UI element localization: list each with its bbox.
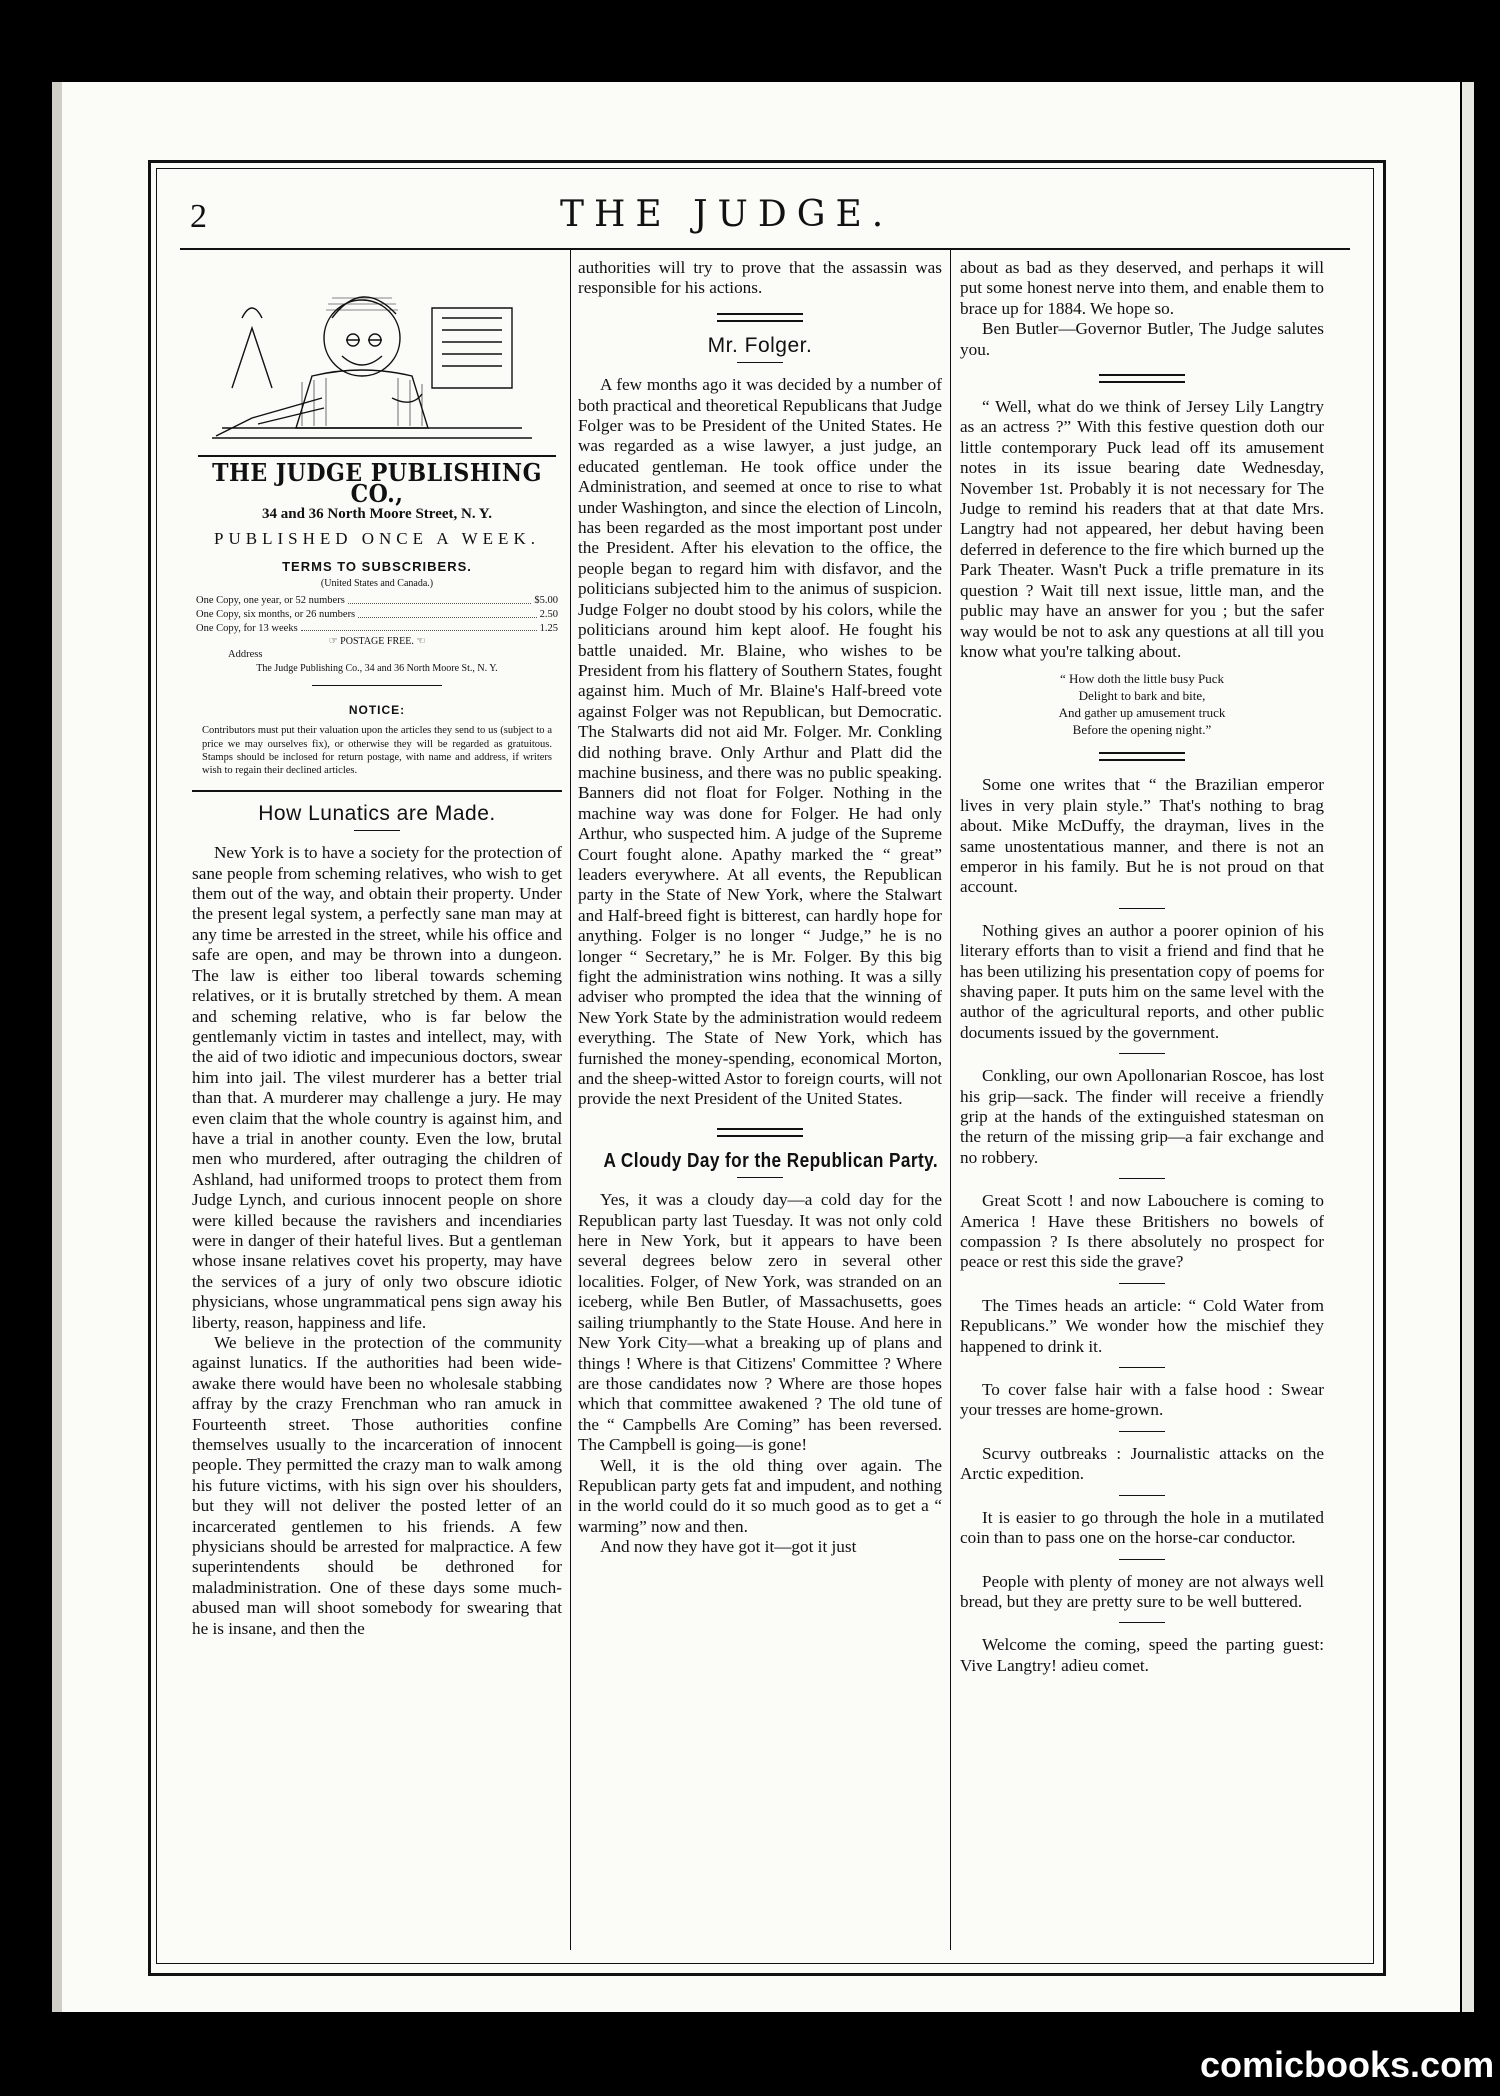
paragraph-people: People with plenty of money are not always well bread, but they are pretty sure to be well buttered.: [960, 1571, 1324, 1611]
watermark: comicbooks.com: [1200, 2044, 1495, 2085]
article-paragraph: Yes, it was a cloudy day—a cold day for the Republican party last Tuesday. It was not only cold here in New York, but it appears to have been several degrees below zero in several other localities. Folger, of New York, was stranded on an iceberg, while Ben Butler, of Massachusetts, goes sailing triumphantly to the State House. And here in New York City—what a breaking up of plans and things ! Where is that Citizens' Committee ? Where are those candidates now ? Where are those hopes which that committee awakened ? The old tune of the “ Campbells Are Coming” has been reversed. The Campbell is going—is gone!: [578, 1190, 942, 1455]
publisher-name: THE JUDGE PUBLISHING CO.,: [212, 458, 542, 508]
terms-subheading: (United States and Canada.): [320, 578, 434, 590]
paragraph-brazil: Some one writes that “ the Brazilian emperor lives in very plain style.” That's nothing to brag about. Mike McDuffy, the drayman, lives in the same unostentatious manner, and there is not an emperor in his family. But he is not proud on that account.: [960, 775, 1324, 897]
column-3: [960, 258, 1324, 1676]
judge-illustration: [192, 268, 552, 448]
article-heading-cloudy-day: A Cloudy Day for the Republican Party.: [603, 1149, 939, 1172]
publication-frequency: PUBLISHED ONCE A WEEK.: [214, 528, 540, 548]
article-paragraph: And now they have got it—got it just: [600, 1537, 857, 1557]
address-label: Address: [228, 649, 263, 661]
page-number: 2: [190, 198, 207, 235]
paragraph-times: The Times heads an article: “ Cold Water from Republicans.” We wonder how the mischief they happened to drink it.: [960, 1295, 1324, 1356]
article-heading-lunatics: How Lunatics are Made.: [258, 801, 496, 825]
article-paragraph: We believe in the protection of the community against lunatics. If the authorities had been wide-awake there would have been no wholesale stabbing affray by the crazy Frenchman who ran amuck in Fourteenth street. Those authorities confine themselves usually to the incarceration of innocent people. They permitted the crazy man to walk among his future victims, with his sign over his shoulders, but they will not deliver the posted letter of an incarcerated gentlemen to his friends. A few physicians should be arrested for malpractice. A few superintendents should be dethroned for maladministration. One of these days some much-abused man will shoot somebody for swearing that he is insane, and then the: [192, 1333, 562, 1638]
paragraph-scurvy: Scurvy outbreaks : Journalistic attacks on the Arctic expedition.: [960, 1443, 1324, 1484]
page-edge: [1462, 82, 1474, 2012]
masthead-title: THE JUDGE.: [560, 194, 894, 235]
article-continuation: authorities will try to prove that the assassin was responsible for his actions.: [578, 258, 942, 298]
article-heading-folger: Mr. Folger.: [707, 333, 813, 357]
address-line: The Judge Publishing Co., 34 and 36 North Moore St., N. Y.: [256, 662, 498, 674]
terms-heading: TERMS TO SUBSCRIBERS.: [282, 559, 472, 575]
article-paragraph: New York is to have a society for the protection of sane people from scheming relatives, who wish to get them out of the way, and obtain their property. Under the present legal system, a perfectly sane man may at any time be arrested in the street, while his office and safe are open, and may be thrown into a dungeon. The law is either too liberal towards scheming relatives, or it is brutally stretched by them. A mean and scheming relative, who is far below the gentlemanly victim in tastes and intellect, may, with the aid of two idiotic and impecunious doctors, swear him into jail. The vilest murderer has a better trial than that. A murderer may challenge a jury. He may even claim that the whole country is against him, and have a trial in another county. Even the low, brutal men who murdered, after outraging the children of Ashland, had uniformed troops to protect them from Judge Lynch, and curious innocent people on shore were killed because the ravishers and incendiaries were in danger of their hateful lives. But a gentleman whose insane relatives covet his property, may have the services of a jury of only two obscure idiotic physicians, whose ungrammatical pens sign away his liberty, reason, happiness and life.: [192, 843, 562, 1332]
article-continuation: about as bad as they deserved, and perhaps it will put some honest nerve into them, and enable them to brace up for 1884. We hope so.: [960, 258, 1324, 318]
poem: “ How doth the little busy Puck Delight to bark and bite, And gather up amusement truck Before the opening night.”: [1058, 671, 1226, 738]
paragraph-butler: Ben Butler—Governor Butler, The Judge salutes you.: [960, 319, 1324, 359]
page-spine: [52, 82, 62, 2012]
paragraph-langtry: “ Well, what do we think of Jersey Lily Langtry as an actress ?” With this festive question doth our little contemporary Puck lead off its amusement notes in its issue bearing date Wednesday, November 1st. Probably it is not necessary for The Judge to remind his readers that at that date Mrs. Langtry had not appeared, her debut having been deferred in deference to the fire which burned up the Park Theater. Wasn't Puck a trifle premature in its question ? Wait till next issue, little man, and the public may have an answer for you ; but the safer way would be not to ask any questions at all till you know what you're talking about.: [960, 397, 1324, 661]
column-divider: [570, 250, 571, 1950]
paragraph-welcome: Welcome the coming, speed the parting guest: Vive Langtry! adieu comet.: [960, 1635, 1324, 1675]
article-paragraph: Well, it is the old thing over again. The Republican party gets fat and impudent, and nothing in the world could do it so much good as to get a “ warming” now and then.: [578, 1455, 942, 1536]
article-paragraph: A few months ago it was decided by a number of both practical and theoretical Republicans that Judge Folger was to be President of the United States. He was regarded as a wise lawyer, a just judge, an educated gentleman. He took office under the Administration, and seemed at once to rise to what under Washington, and since the election of Lincoln, has been regarded as the most important post under the President. After his elevation to the office, the people began to regard him with disfavor, and the politicians subjected him to the animus of suspicion. Judge Folger no doubt stood by his colors, while the politicians around him kept aloof. He fought his battle unaided. Mr. Blaine, who wishes to be President from his flattery of Southern States, fought against him. Much of Mr. Blaine's Half-breed vote against Folger was not Republican, but Democratic. The Stalwarts did not aid Mr. Folger. Mr. Conkling did nothing brave. Only Arthur and Platt did the machine business, and there was no public speaking. Banners did not float for Folger. Nothing in the machine way was done for Folger. He had only Arthur, who suspected him. A judge of the Supreme Court fought alone. Apathy marked the “ great” leaders everywhere. At all events, the Republican party in the State of New York, where the Stalwart and Half-breed fight is bitterest, can hardly hope for anything. Folger is no longer “ Judge,” he is no longer “ Secretary,” he is Mr. Folger. By this big fight the administration wins nothing. It was a silly adviser who prompted the idea that the winning of New York State by the administration would redeem everything. The State of New York, which has furnished the money-spending, economical Morton, and the sheep-witted Astor to foreign courts, will not provide the next President of the United States.: [578, 375, 942, 1109]
paragraph-coin: It is easier to go through the hole in a mutilated coin than to pass one on the horse-car conductor.: [960, 1507, 1324, 1548]
notice-heading: NOTICE:: [348, 702, 406, 717]
postage-note: ☞ POSTAGE FREE. ☜: [328, 636, 426, 648]
masthead-rule: [180, 248, 1350, 250]
terms-list: [196, 594, 558, 635]
column-2: [578, 258, 942, 1558]
terms-row: One Copy, six months, or 26 numbers 2.50: [196, 609, 558, 621]
paragraph-conkling: Conkling, our own Apollonarian Roscoe, has lost his grip—sack. The finder will receive a friendly grip at the hands of the extinguished statesman on the return of the missing grip—a fair exchange and no robbery.: [960, 1066, 1324, 1167]
column-1: [192, 262, 562, 1639]
notice-text: Contributors must put their valuation upon the articles they send to us (subject to a price we may ourselves fix), or otherwise they will be regarded as gratuitous. Stamps should be inclosed for return postage, with name and address, if writers wish to regain their declined articles.: [202, 725, 552, 777]
terms-row: One Copy, for 13 weeks 1.25: [196, 622, 558, 634]
paragraph-scott: Great Scott ! and now Labouchere is coming to America ! Have these Britishers no bowels of compassion ? Is there absolutely no prospect for peace or rest this side the grave?: [960, 1191, 1324, 1272]
column-divider: [950, 250, 951, 1950]
terms-row: One Copy, one year, or 52 numbers $5.00: [196, 595, 558, 607]
paragraph-author: Nothing gives an author a poorer opinion of his literary efforts than to visit a friend and find that he has been utilizing his presentation copy of poems for shaving paper. It puts him on the same level with the author of the agricultural reports, and other public documents issued by the government.: [960, 920, 1324, 1042]
paragraph-hair: To cover false hair with a false hood : Swear your tresses are home-grown.: [960, 1380, 1324, 1420]
publisher-address: 34 and 36 North Moore Street, N. Y.: [262, 506, 492, 523]
